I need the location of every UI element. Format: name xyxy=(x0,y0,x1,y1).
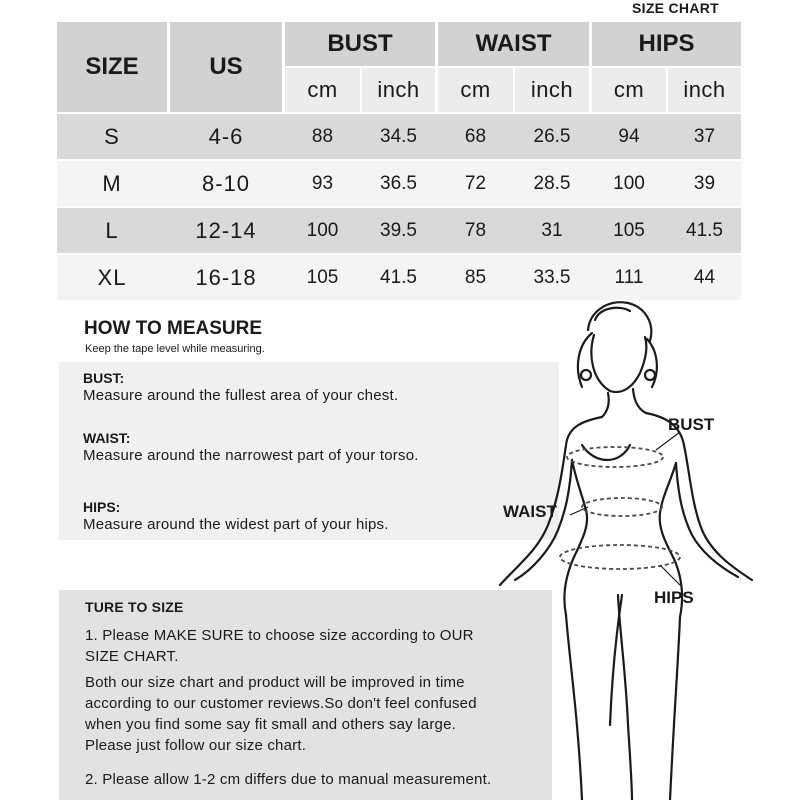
unit-label: inch xyxy=(530,77,574,102)
hips-instruction: Measure around the widest part of your hips. xyxy=(83,516,389,533)
waist-cm: 68 xyxy=(464,125,487,147)
unit-cell xyxy=(668,68,741,112)
figure-bust-label: BUST xyxy=(668,415,715,434)
bust-inch: 36.5 xyxy=(380,172,417,194)
waist-inch: 26.5 xyxy=(533,125,571,147)
waist-cm: 85 xyxy=(464,266,487,288)
bust-cm: 93 xyxy=(311,172,334,194)
header-size-cell xyxy=(57,22,167,112)
unit-label: cm xyxy=(460,77,491,102)
waist-cm: 72 xyxy=(464,172,487,194)
bust-instruction: Measure around the fullest area of your chest. xyxy=(83,387,399,404)
unit-label: inch xyxy=(377,77,420,102)
woman-outline-icon xyxy=(470,295,780,800)
waist-inch: 31 xyxy=(541,219,563,241)
note-line: 2. Please allow 1-2 cm differs due to manual measurement. xyxy=(85,771,492,788)
header-waist-cell xyxy=(438,22,589,66)
bust-cm: 100 xyxy=(306,219,339,241)
note-line: SIZE CHART. xyxy=(85,648,179,665)
table-row xyxy=(57,208,741,253)
waist-inch: 33.5 xyxy=(533,266,571,288)
bust-inch: 39.5 xyxy=(380,219,417,241)
note-line: according to our customer reviews.So don't feel confused xyxy=(85,695,477,712)
note-line: when you find some say fit small and others say large. xyxy=(85,716,456,733)
hips-inch: 39 xyxy=(693,172,716,194)
bust-cm: 88 xyxy=(311,125,334,147)
how-to-measure-subtitle: Keep the tape level while measuring. xyxy=(85,343,265,355)
header-hips-cell xyxy=(592,22,741,66)
hips-cm: 100 xyxy=(613,172,645,194)
hips-inch: 37 xyxy=(693,125,716,147)
waist-instruction: Measure around the narrowest part of your torso. xyxy=(83,447,419,464)
header-size: SIZE xyxy=(85,53,139,80)
hips-label: HIPS: xyxy=(83,499,121,515)
unit-cell xyxy=(285,68,360,112)
hips-cm: 105 xyxy=(613,219,645,241)
figure-waist-label: WAIST xyxy=(503,502,557,521)
size-value: M xyxy=(102,170,122,196)
unit-cell xyxy=(362,68,435,112)
header-us: US xyxy=(209,53,243,80)
header-hips: HIPS xyxy=(638,30,695,57)
hips-cm: 111 xyxy=(614,266,644,288)
note-line: Both our size chart and product will be improved in time xyxy=(85,674,465,691)
table-row xyxy=(57,161,741,206)
header-waist: WAIST xyxy=(475,30,552,57)
waist-inch: 28.5 xyxy=(533,172,571,194)
bust-inch: 41.5 xyxy=(380,266,417,288)
size-value: S xyxy=(104,123,120,149)
us-value: 4-6 xyxy=(208,123,244,149)
header-bust: BUST xyxy=(327,30,393,57)
us-value: 16-18 xyxy=(195,264,257,290)
size-value: L xyxy=(105,217,119,243)
hips-cm: 94 xyxy=(618,125,640,147)
size-table xyxy=(57,22,741,300)
size-value: XL xyxy=(97,264,127,290)
note-line: Please just follow our size chart. xyxy=(85,737,307,754)
how-to-measure-title: HOW TO MEASURE xyxy=(84,318,263,339)
hips-inch: 44 xyxy=(693,266,716,288)
bust-inch: 34.5 xyxy=(380,125,417,147)
size-chart-title: SIZE CHART xyxy=(632,0,719,16)
us-value: 8-10 xyxy=(201,170,251,196)
note-line: 1. Please MAKE SURE to choose size according to OUR xyxy=(85,627,474,644)
table-row xyxy=(57,255,741,300)
unit-cell xyxy=(592,68,666,112)
bust-cm: 105 xyxy=(306,266,339,288)
bust-label: BUST: xyxy=(83,370,125,386)
waist-cm: 78 xyxy=(464,219,487,241)
unit-label: cm xyxy=(613,77,645,102)
header-bust-cell xyxy=(285,22,435,66)
waist-label: WAIST: xyxy=(83,430,131,446)
unit-cell xyxy=(438,68,513,112)
hips-inch: 41.5 xyxy=(686,219,723,241)
unit-label: cm xyxy=(307,77,338,102)
table-row xyxy=(57,114,741,159)
unit-cell xyxy=(515,68,589,112)
body-figure-illustration xyxy=(470,295,780,800)
header-us-cell xyxy=(170,22,282,112)
unit-label: inch xyxy=(683,77,726,102)
us-value: 12-14 xyxy=(195,217,257,243)
true-to-size-title: TURE TO SIZE xyxy=(85,599,184,615)
figure-hips-label: HIPS xyxy=(654,588,694,607)
